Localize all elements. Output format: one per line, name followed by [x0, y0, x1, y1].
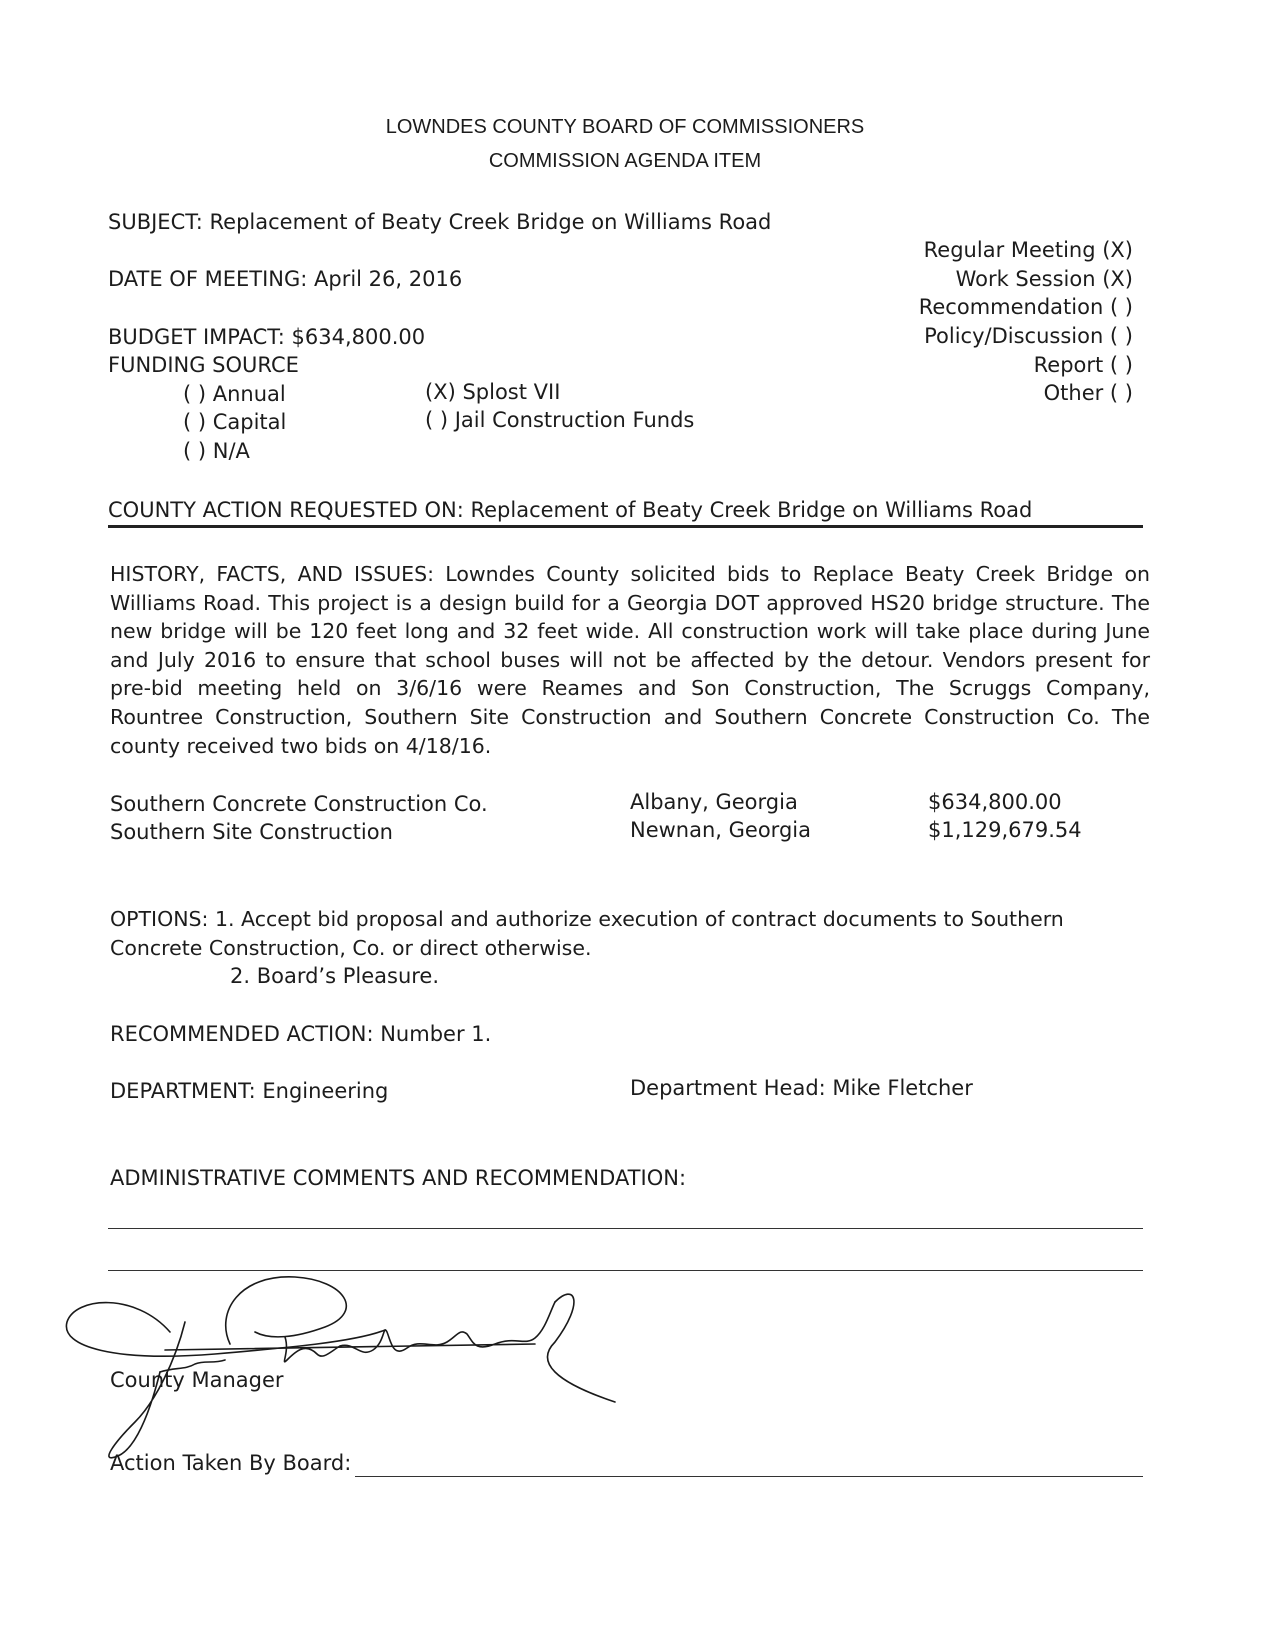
bid-company: Southern Site Construction	[110, 820, 393, 844]
document-title: LOWNDES COUNTY BOARD OF COMMISSIONERS	[385, 116, 865, 138]
date-of-meeting: DATE OF MEETING: April 26, 2016	[108, 267, 463, 291]
admin-comments-label: ADMINISTRATIVE COMMENTS AND RECOMMENDATION:	[110, 1166, 687, 1190]
meeting-type-other: Other ( )	[1043, 381, 1133, 405]
funding-option-capital: ( ) Capital	[183, 410, 287, 434]
action-taken-line	[355, 1476, 1143, 1477]
funding-option-jail: ( ) Jail Construction Funds	[425, 408, 695, 432]
bid-location: Albany, Georgia	[630, 790, 798, 814]
comment-line-1	[108, 1228, 1143, 1229]
meeting-type-policy: Policy/Discussion ( )	[924, 324, 1133, 348]
county-action-requested: COUNTY ACTION REQUESTED ON: Replacement of Beaty Creek Bridge on Williams Road	[108, 498, 1033, 522]
meeting-type-work-session: Work Session (X)	[955, 267, 1133, 291]
bid-amount: $634,800.00	[928, 790, 1062, 814]
department-head: Department Head: Mike Fletcher	[630, 1076, 973, 1100]
subject-line: SUBJECT: Replacement of Beaty Creek Bridge on Williams Road	[108, 210, 772, 234]
funding-source-label: FUNDING SOURCE	[108, 353, 299, 377]
bid-company: Southern Concrete Construction Co.	[110, 792, 488, 816]
funding-option-splost: (X) Splost VII	[425, 380, 561, 404]
department: DEPARTMENT: Engineering	[110, 1079, 389, 1103]
document-subtitle: COMMISSION AGENDA ITEM	[488, 150, 762, 172]
bid-amount: $1,129,679.54	[928, 818, 1082, 842]
options-text: OPTIONS: 1. Accept bid proposal and authorize execution of contract documents to Southern Concrete Construction, Co. or direct otherwise.	[110, 907, 1064, 960]
history-facts-issues: HISTORY, FACTS, AND ISSUES: Lowndes County solicited bids to Replace Beaty Creek Bridge on Williams Road. This project is a design build for a Georgia DOT approved HS20 bridge structure. The new bridge will be 120 feet long and 32 feet wide. All construction work will take place during June and July 2016 to ensure that school buses will not be affected by the detour. Vendors present for pre-bid meeting held on 3/6/16 were Reames and Son Construction, The Scruggs Company, Rountree Construction, Southern Site Construction and Southern Concrete Construction Co. The county received two bids on 4/18/16.	[110, 562, 1150, 758]
funding-option-na: ( ) N/A	[183, 439, 250, 463]
section-divider	[108, 525, 1143, 528]
comment-line-2	[108, 1270, 1143, 1271]
action-taken-label: Action Taken By Board:	[110, 1451, 352, 1475]
meeting-type-recommendation: Recommendation ( )	[918, 295, 1133, 319]
option-two: 2. Board’s Pleasure.	[230, 964, 440, 988]
recommended-action: RECOMMENDED ACTION: Number 1.	[110, 1022, 492, 1046]
bid-location: Newnan, Georgia	[630, 818, 811, 842]
meeting-type-regular: Regular Meeting (X)	[923, 238, 1133, 262]
budget-impact: BUDGET IMPACT: $634,800.00	[108, 325, 426, 349]
county-manager-label: County Manager	[110, 1368, 284, 1392]
meeting-type-report: Report ( )	[1033, 353, 1133, 377]
funding-option-annual: ( ) Annual	[183, 382, 286, 406]
